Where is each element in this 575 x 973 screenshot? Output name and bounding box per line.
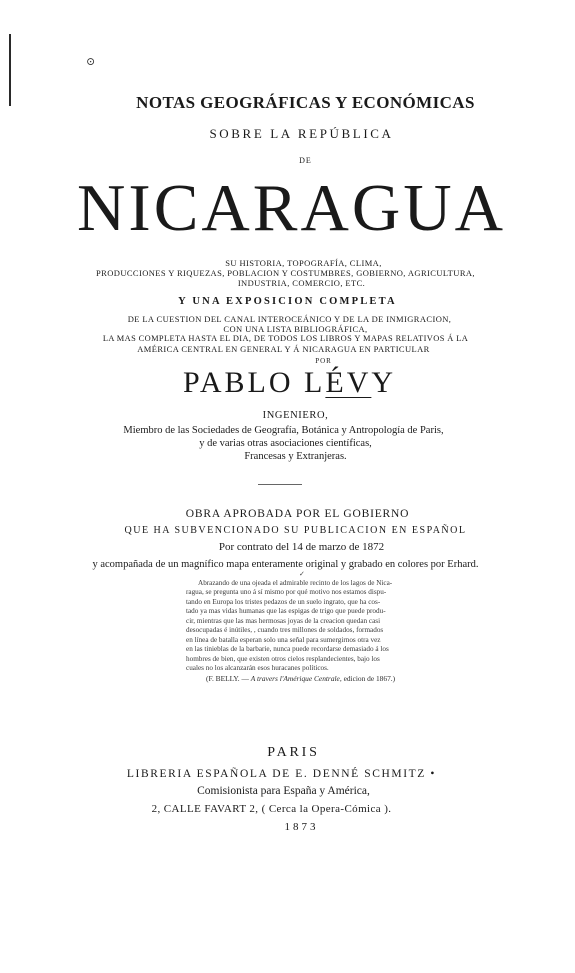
- title-de: DE: [299, 156, 312, 165]
- title-sobre: SOBRE LA REPÚBLICA: [209, 126, 394, 141]
- author-name-part-2: ÉV: [325, 366, 372, 399]
- author-membership-3: Francesas y Extranjeras.: [244, 451, 347, 462]
- epigraph-line: tando en Europa los tristes pedazos de un suelo ingrato, que ha cos-: [186, 597, 381, 606]
- epigraph-line: cuales no los alcanzarán esos huracanes políticos.: [186, 664, 329, 673]
- subtitle-line-8: AMÉRICA CENTRAL EN GENERAL Y Á NICARAGUA EN PARTICULAR: [137, 344, 430, 354]
- author-profession: INGENIERO,: [262, 410, 329, 421]
- library-stamp-icon: ⊙: [86, 56, 96, 68]
- imprint-year: 1873: [284, 821, 319, 833]
- citation-author: (F. BELLY. —: [206, 673, 249, 683]
- author-membership-1: Miembro de las Sociedades de Geografía, Botánica y Antropología de Paris,: [123, 425, 444, 436]
- approval-map-note: y acompañada de un magnífico mapa enteramente original y grabado en colores por Erhard.: [92, 559, 479, 570]
- epigraph-line: ragua, se pregunta uno á sí mismo por qué motivo nos estamos dispu-: [186, 588, 387, 597]
- author-membership-2: y de varias otras asociaciones científicas,: [199, 438, 372, 449]
- subtitle-exposicion: Y UNA EXPOSICION COMPLETA: [178, 296, 397, 307]
- approval-line-2: QUE HA SUBVENCIONADO SU PUBLICACION EN ESPAÑOL: [124, 525, 467, 536]
- approval-line-1: OBRA APROBADA POR EL GOBIERNO: [185, 508, 410, 520]
- subtitle-line-1: SU HISTORIA, TOPOGRAFÍA, CLIMA,: [225, 258, 382, 268]
- subtitle-line-5: DE LA CUESTION DEL CANAL INTEROCEÁNICO Y DE LA DE INMIGRACION,: [127, 314, 452, 324]
- page-edge-mark: [9, 34, 11, 106]
- author-name-part-1: PABLO L: [182, 366, 326, 399]
- imprint-address: 2, CALLE FAVART 2, ( Cerca la Opera-Cómica ).: [151, 803, 392, 815]
- publisher-name: LIBRERIA ESPAÑOLA DE E. DENNÉ SCHMITZ: [126, 768, 426, 780]
- book-title: NOTAS GEOGRÁFICAS Y ECONÓMICAS: [136, 93, 475, 112]
- epigraph-line: desocupadas é inútiles, , cuando tres millones de soldados, formados: [186, 626, 384, 635]
- epigraph-line: hombres de bien, que existen otros cielos resplandecientes, bajo los: [186, 654, 380, 663]
- subtitle-line-7: LA MAS COMPLETA HASTA EL DIA, DE TODOS LOS LIBROS Y MAPAS RELATIVOS Á LA: [102, 334, 469, 343]
- epigraph: [186, 579, 548, 683]
- approval-contract-date: Por contrato del 14 de marzo de 1872: [218, 541, 385, 553]
- imprint-role: Comisionista para España y América,: [197, 785, 370, 797]
- subtitle-line-3: INDUSTRIA, COMERCIO, ETC.: [237, 278, 366, 288]
- subtitle-line-6: CON UNA LISTA BIBLIOGRÁFICA,: [223, 324, 368, 334]
- citation-edition: edicion de 1867.): [343, 673, 396, 683]
- epigraph-citation: [186, 674, 548, 683]
- divider-rule: [258, 484, 302, 485]
- epigraph-line: en las tinieblas de la barbarie, nunca puede recordarse demasiado á los: [186, 645, 389, 654]
- title-country: NICARAGUA: [77, 171, 506, 245]
- printers-mark: ✓: [299, 570, 305, 578]
- imprint-publisher: [0, 767, 569, 781]
- author-name-part-3: Y: [371, 366, 397, 399]
- subtitle-line-2: PRODUCCIONES Y RIQUEZAS, POBLACION Y COSTUMBRES, GOBIERNO, AGRICULTURA,: [96, 268, 475, 278]
- epigraph-line: tado ya mas vidas humanas que las espigas de trigo que puede produ-: [186, 607, 386, 616]
- epigraph-line: Abrazando de una ojeada el admirable recinto de los lagos de Nica-: [198, 579, 393, 587]
- author-por: POR: [315, 357, 332, 365]
- epigraph-line: cir, mientras que las mas hermosas joyas de la creacion quedan casi: [186, 616, 381, 625]
- publisher-mark: •: [430, 768, 437, 780]
- citation-work: A travers l'Amérique Centrale,: [250, 673, 342, 683]
- author-name: [2, 366, 575, 400]
- epigraph-line: en línea de batalla esperan solo una señal para sumergirnos otra vez: [186, 635, 381, 644]
- imprint-city: PARIS: [267, 745, 320, 760]
